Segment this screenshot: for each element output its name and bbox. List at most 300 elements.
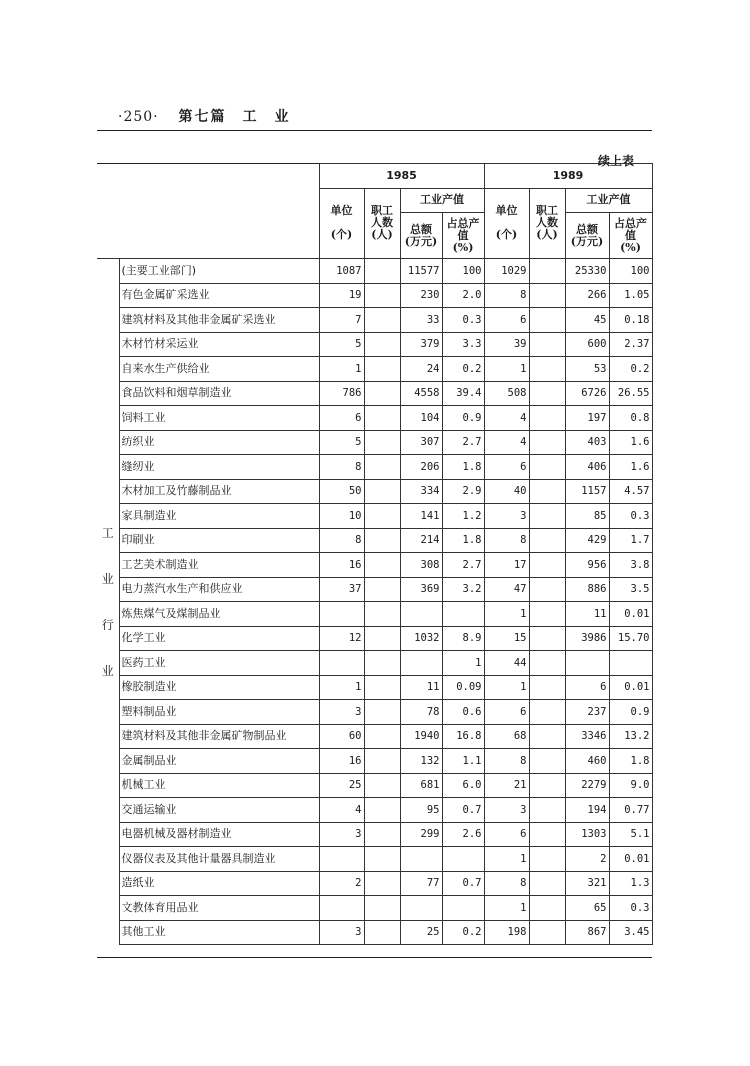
cell-p85: 0.7 [442,871,484,896]
cell-t85: 1032 [400,626,442,651]
cell-s89 [529,308,565,333]
cell-p85 [442,602,484,627]
cell-u85: 60 [319,724,364,749]
cell-u85 [319,847,364,872]
cell-p89: 0.18 [609,308,652,333]
cell-p89: 3.5 [609,577,652,602]
cell-t89: 956 [565,553,609,578]
cell-p85: 6.0 [442,773,484,798]
total-header-1985: 总额 (万元) [400,213,442,259]
cell-t85 [400,651,442,676]
cell-s85 [364,798,400,823]
table-row [97,724,652,749]
category-char: 行 [101,617,114,632]
cell-p89: 0.3 [609,504,652,529]
cell-u85: 25 [319,773,364,798]
cell-s89 [529,528,565,553]
table-row [97,406,652,431]
category-char: 业 [101,571,114,586]
cell-u89: 1 [484,847,529,872]
industry-name: 橡胶制造业 [119,675,319,700]
total-header-1989: 总额 (万元) [565,213,609,259]
cell-p89: 15.70 [609,626,652,651]
cell-p89: 0.01 [609,675,652,700]
cell-s85 [364,553,400,578]
cell-u85: 4 [319,798,364,823]
cell-t85 [400,896,442,921]
cell-t85: 132 [400,749,442,774]
cell-u89: 6 [484,308,529,333]
cell-u89: 1 [484,602,529,627]
cell-s85 [364,332,400,357]
cell-s85 [364,455,400,480]
industry-name: 饲料工业 [119,406,319,431]
table-row [97,504,652,529]
cell-p89: 0.9 [609,700,652,725]
cell-u85: 50 [319,479,364,504]
cell-p85: 1.8 [442,455,484,480]
cell-s89 [529,749,565,774]
cell-s89 [529,700,565,725]
cell-t89: 1303 [565,822,609,847]
chapter-title: 第七篇 工 业 [178,109,291,125]
cell-p85: 100 [442,259,484,284]
cell-s85 [364,626,400,651]
cell-p89: 13.2 [609,724,652,749]
header-rule [97,130,652,131]
cell-s89 [529,577,565,602]
cell-u85: 12 [319,626,364,651]
cell-t89: 403 [565,430,609,455]
cell-p85: 0.6 [442,700,484,725]
cell-t89: 45 [565,308,609,333]
cell-t85: 369 [400,577,442,602]
cell-s89 [529,675,565,700]
page-number: ·250· [118,109,159,125]
cell-p85: 8.9 [442,626,484,651]
cell-u89: 8 [484,528,529,553]
cell-p85: 0.9 [442,406,484,431]
cell-p89: 0.8 [609,406,652,431]
industry-name: 印刷业 [119,528,319,553]
cell-t89: 85 [565,504,609,529]
industry-name: 建筑材料及其他非金属矿物制品业 [119,724,319,749]
industry-name: 医药工业 [119,651,319,676]
cell-t89: 266 [565,283,609,308]
cell-t85: 141 [400,504,442,529]
cell-t85: 95 [400,798,442,823]
cell-p85 [442,847,484,872]
cell-t85: 11 [400,675,442,700]
cell-t89: 11 [565,602,609,627]
cell-t85: 25 [400,920,442,945]
cell-t89: 406 [565,455,609,480]
cell-p89: 0.2 [609,357,652,382]
cell-s89 [529,406,565,431]
cell-s89 [529,283,565,308]
cell-u85: 16 [319,553,364,578]
cell-p89: 0.01 [609,602,652,627]
cell-t89: 6726 [565,381,609,406]
cell-t85: 206 [400,455,442,480]
cell-t89: 3346 [565,724,609,749]
cell-u89: 1 [484,896,529,921]
industry-name: 电器机械及器材制造业 [119,822,319,847]
cell-s85 [364,920,400,945]
cell-t89: 429 [565,528,609,553]
table-row [97,283,652,308]
cell-t85 [400,847,442,872]
cell-s89 [529,602,565,627]
table-row [97,847,652,872]
table-row [97,381,652,406]
cell-p89 [609,651,652,676]
cell-t85: 77 [400,871,442,896]
industry-name: 食品饮料和烟草制造业 [119,381,319,406]
cell-t85: 214 [400,528,442,553]
table-row [97,871,652,896]
cell-t89: 65 [565,896,609,921]
cell-p85: 0.3 [442,308,484,333]
cell-t89: 867 [565,920,609,945]
cell-s85 [364,528,400,553]
cell-u89: 3 [484,504,529,529]
cell-p85: 0.2 [442,357,484,382]
cell-s85 [364,847,400,872]
cell-u85: 5 [319,332,364,357]
cell-u89: 8 [484,283,529,308]
cell-u85: 7 [319,308,364,333]
cell-p85: 16.8 [442,724,484,749]
industry-name: 木材加工及竹藤制品业 [119,479,319,504]
cell-s89 [529,504,565,529]
cell-u85: 786 [319,381,364,406]
cell-u89: 3 [484,798,529,823]
cell-u85: 8 [319,528,364,553]
cell-t85: 24 [400,357,442,382]
cell-u85: 3 [319,920,364,945]
cell-u89: 15 [484,626,529,651]
cell-p85: 3.2 [442,577,484,602]
continued-label: 续上表 [598,154,635,168]
cell-p85: 0.2 [442,920,484,945]
industry-name: 自来水生产供给业 [119,357,319,382]
cell-p89: 1.7 [609,528,652,553]
cell-s89 [529,626,565,651]
cell-s85 [364,724,400,749]
table-row [97,357,652,382]
cell-p89: 1.05 [609,283,652,308]
table-row [97,528,652,553]
cell-p85: 0.09 [442,675,484,700]
cell-u89: 1 [484,357,529,382]
cell-p89: 100 [609,259,652,284]
cell-t85: 104 [400,406,442,431]
staff-header-1989: 职工 人数 (人) [529,188,565,259]
cell-s85 [364,577,400,602]
table-row [97,626,652,651]
cell-p89: 1.6 [609,430,652,455]
cell-u85: 3 [319,700,364,725]
cell-t89: 1157 [565,479,609,504]
cell-s89 [529,430,565,455]
cell-t85: 1940 [400,724,442,749]
cell-s89 [529,553,565,578]
cell-s89 [529,773,565,798]
category-char: 工 [101,525,114,540]
cell-s89 [529,896,565,921]
output-header-1989: 工业产值 [565,188,652,213]
industry-name: (主要工业部门) [119,259,319,284]
cell-u89: 6 [484,700,529,725]
cell-p85: 2.7 [442,553,484,578]
cell-s89 [529,651,565,676]
cell-u89: 8 [484,871,529,896]
category-label [97,259,119,945]
year-1985-header: 1985 [319,164,484,189]
cell-u85 [319,602,364,627]
table-row [97,308,652,333]
table-row [97,455,652,480]
corner-cell [97,164,319,259]
table-bottom-rule [97,957,652,958]
cell-s85 [364,357,400,382]
statistics-table [97,163,653,945]
cell-p85: 0.7 [442,798,484,823]
cell-p89: 2.37 [609,332,652,357]
cell-t89: 194 [565,798,609,823]
cell-t85 [400,602,442,627]
table-row [97,700,652,725]
table-body [97,259,652,945]
units-header-1985: 单位 (个) [319,188,364,259]
cell-p85: 2.0 [442,283,484,308]
cell-s85 [364,871,400,896]
cell-t89 [565,651,609,676]
output-header-1985: 工业产值 [400,188,484,213]
cell-u85 [319,896,364,921]
cell-t89: 321 [565,871,609,896]
industry-name: 工艺美术制造业 [119,553,319,578]
cell-u89: 4 [484,406,529,431]
industry-name: 缝纫业 [119,455,319,480]
cell-u89: 21 [484,773,529,798]
table-row [97,577,652,602]
cell-t85: 78 [400,700,442,725]
cell-p85: 3.3 [442,332,484,357]
cell-t85: 230 [400,283,442,308]
cell-s85 [364,308,400,333]
cell-u89: 40 [484,479,529,504]
cell-t89: 886 [565,577,609,602]
industry-name: 化学工业 [119,626,319,651]
cell-u85 [319,651,364,676]
cell-s85 [364,504,400,529]
cell-p89: 0.01 [609,847,652,872]
cell-s89 [529,871,565,896]
cell-t89: 2279 [565,773,609,798]
cell-u85: 19 [319,283,364,308]
table-row [97,896,652,921]
cell-t89: 600 [565,332,609,357]
cell-u89: 198 [484,920,529,945]
cell-s89 [529,479,565,504]
cell-p89: 3.8 [609,553,652,578]
cell-u89: 4 [484,430,529,455]
cell-p89: 1.6 [609,455,652,480]
table-head [97,164,652,259]
category-char: 业 [101,663,114,678]
table-row [97,332,652,357]
cell-s85 [364,675,400,700]
cell-p85: 1 [442,651,484,676]
cell-s89 [529,847,565,872]
units-header-1989: 单位 (个) [484,188,529,259]
cell-s89 [529,724,565,749]
cell-p89: 1.3 [609,871,652,896]
cell-u89: 44 [484,651,529,676]
industry-name: 机械工业 [119,773,319,798]
cell-t89: 237 [565,700,609,725]
cell-p89: 4.57 [609,479,652,504]
cell-s85 [364,822,400,847]
cell-p85 [442,896,484,921]
cell-t89: 25330 [565,259,609,284]
table-row [97,259,652,284]
cell-s85 [364,479,400,504]
cell-s85 [364,651,400,676]
cell-p89: 1.8 [609,749,652,774]
cell-t89: 2 [565,847,609,872]
cell-s89 [529,822,565,847]
industry-name: 仪器仪表及其他计量器具制造业 [119,847,319,872]
table-row [97,675,652,700]
table-row [97,553,652,578]
industry-name: 建筑材料及其他非金属矿采选业 [119,308,319,333]
cell-p85: 1.1 [442,749,484,774]
industry-name: 造纸业 [119,871,319,896]
cell-p85: 1.8 [442,528,484,553]
cell-u85: 3 [319,822,364,847]
cell-s89 [529,798,565,823]
cell-s85 [364,381,400,406]
cell-t89: 197 [565,406,609,431]
cell-s89 [529,259,565,284]
cell-s89 [529,357,565,382]
cell-u85: 5 [319,430,364,455]
cell-s85 [364,700,400,725]
cell-s85 [364,283,400,308]
table-row [97,749,652,774]
industry-name: 纺织业 [119,430,319,455]
table-row [97,798,652,823]
cell-s85 [364,430,400,455]
cell-t89: 3986 [565,626,609,651]
cell-s85 [364,749,400,774]
cell-u89: 8 [484,749,529,774]
industry-name: 交通运输业 [119,798,319,823]
cell-t89: 460 [565,749,609,774]
cell-u85: 1 [319,675,364,700]
cell-u89: 6 [484,455,529,480]
share-header-1989: 占总产值 (%) [609,213,652,259]
cell-s89 [529,920,565,945]
table-row [97,430,652,455]
cell-p89: 9.0 [609,773,652,798]
cell-u85: 16 [319,749,364,774]
cell-t85: 11577 [400,259,442,284]
cell-u89: 6 [484,822,529,847]
cell-p85: 1.2 [442,504,484,529]
cell-t85: 308 [400,553,442,578]
cell-p89: 0.77 [609,798,652,823]
industry-name: 家具制造业 [119,504,319,529]
industry-name: 金属制品业 [119,749,319,774]
cell-t85: 681 [400,773,442,798]
cell-t89: 6 [565,675,609,700]
industry-name: 塑料制品业 [119,700,319,725]
cell-t89: 53 [565,357,609,382]
cell-p85: 2.9 [442,479,484,504]
industry-name: 有色金属矿采选业 [119,283,319,308]
cell-p85: 39.4 [442,381,484,406]
page-header [118,106,291,126]
table-row [97,651,652,676]
industry-name: 其他工业 [119,920,319,945]
industry-name: 木材竹材采运业 [119,332,319,357]
cell-s85 [364,773,400,798]
table-row [97,773,652,798]
cell-s85 [364,406,400,431]
table-row [97,920,652,945]
cell-p89: 26.55 [609,381,652,406]
cell-p89: 0.3 [609,896,652,921]
cell-u85: 10 [319,504,364,529]
industry-name: 炼焦煤气及煤制品业 [119,602,319,627]
cell-u89: 508 [484,381,529,406]
table-row [97,479,652,504]
cell-t85: 307 [400,430,442,455]
cell-s85 [364,602,400,627]
share-header-1985: 占总产值 (%) [442,213,484,259]
table-row [97,822,652,847]
staff-header-1985: 职工 人数 (人) [364,188,400,259]
cell-p85: 2.7 [442,430,484,455]
cell-u85: 37 [319,577,364,602]
cell-p89: 5.1 [609,822,652,847]
cell-s89 [529,332,565,357]
cell-s85 [364,259,400,284]
cell-u89: 47 [484,577,529,602]
cell-t85: 334 [400,479,442,504]
cell-u89: 1029 [484,259,529,284]
year-1989-header: 1989 [484,164,652,189]
industry-name: 电力蒸汽水生产和供应业 [119,577,319,602]
cell-p85: 2.6 [442,822,484,847]
cell-u85: 6 [319,406,364,431]
cell-t85: 299 [400,822,442,847]
cell-s89 [529,455,565,480]
cell-s89 [529,381,565,406]
cell-u89: 17 [484,553,529,578]
cell-u85: 1087 [319,259,364,284]
cell-u85: 1 [319,357,364,382]
cell-t85: 379 [400,332,442,357]
cell-u89: 68 [484,724,529,749]
cell-u85: 8 [319,455,364,480]
cell-u85: 2 [319,871,364,896]
cell-p89: 3.45 [609,920,652,945]
